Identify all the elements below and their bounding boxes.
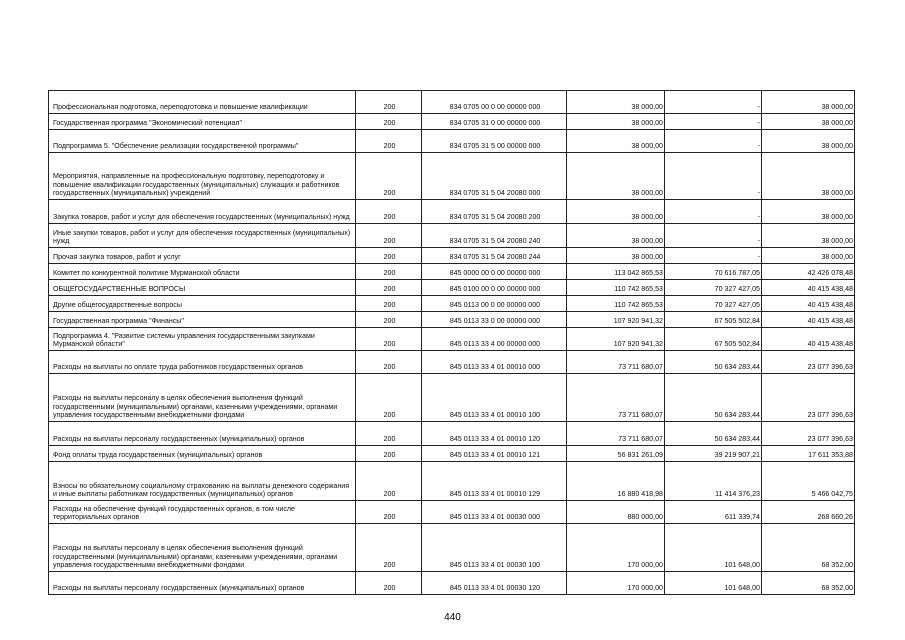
row-name: Подпрограмма 4. "Развитие системы управления государственными закупками Мурманской области": [49, 328, 356, 351]
row-amount-executed: 70 616 787,05: [665, 264, 762, 280]
row-classification-code: 845 0113 33 4 01 00010 100: [422, 374, 567, 422]
row-amount-unexecuted: 42 426 078,48: [762, 264, 855, 280]
row-amount-unexecuted: 38 000,00: [762, 224, 855, 248]
row-amount-approved: 110 742 865,53: [567, 296, 665, 312]
row-code: 200: [356, 200, 422, 224]
row-code: 200: [356, 114, 422, 130]
row-amount-unexecuted: 40 415 438,48: [762, 328, 855, 351]
table-row: [49, 114, 855, 130]
row-amount-executed: 67 505 502,84: [665, 312, 762, 328]
row-amount-approved: 38 000,00: [567, 224, 665, 248]
row-amount-approved: 113 042 865,53: [567, 264, 665, 280]
row-amount-unexecuted: 268 660,26: [762, 501, 855, 524]
row-classification-code: 845 0113 33 4 01 00010 121: [422, 446, 567, 462]
row-name: Фонд оплаты труда государственных (муниципальных) органов: [49, 446, 356, 462]
row-amount-executed: 70 327 427,05: [665, 280, 762, 296]
row-classification-code: 845 0113 33 4 01 00030 100: [422, 524, 567, 572]
row-classification-code: 845 0113 33 4 01 00010 120: [422, 422, 567, 446]
row-amount-executed: 611 339,74: [665, 501, 762, 524]
row-amount-approved: 170 000,00: [567, 572, 665, 595]
row-amount-approved: 38 000,00: [567, 91, 665, 114]
row-code: 200: [356, 248, 422, 264]
row-amount-executed: 70 327 427,05: [665, 296, 762, 312]
row-name: Подпрограмма 5. "Обеспечение реализации государственной программы": [49, 130, 356, 153]
row-code: 200: [356, 264, 422, 280]
row-name: Мероприятия, направленные на профессиональную подготовку, переподготовку и повышение квалификации государственных (муниципальных) служащих и работников государственных (муниципальных) учреждений: [49, 153, 356, 200]
row-amount-executed: 50 634 283,44: [665, 351, 762, 374]
row-amount-approved: 73 711 680,07: [567, 351, 665, 374]
row-name: Закупка товаров, работ и услуг для обеспечения государственных (муниципальных) нужд: [49, 200, 356, 224]
row-name: Расходы на выплаты персоналу в целях обеспечения выполнения функций государственными (муниципальными) органами, казенными учреждениями, органами управления государственными внебюджетными фондами: [49, 524, 356, 572]
row-amount-unexecuted: 17 611 353,88: [762, 446, 855, 462]
row-amount-unexecuted: 38 000,00: [762, 130, 855, 153]
row-amount-unexecuted: 23 077 396,63: [762, 422, 855, 446]
row-amount-unexecuted: 68 352,00: [762, 572, 855, 595]
row-code: 200: [356, 351, 422, 374]
row-code: 200: [356, 224, 422, 248]
row-amount-unexecuted: 38 000,00: [762, 114, 855, 130]
row-code: 200: [356, 462, 422, 501]
table-row: [49, 200, 855, 224]
row-name: Прочая закупка товаров, работ и услуг: [49, 248, 356, 264]
row-amount-approved: 170 000,00: [567, 524, 665, 572]
table-row: [49, 524, 855, 572]
row-code: 200: [356, 524, 422, 572]
row-name: Расходы на выплаты персоналу государственных (муниципальных) органов: [49, 422, 356, 446]
row-classification-code: 834 0705 31 0 00 00000 000: [422, 114, 567, 130]
table-row: [49, 248, 855, 264]
table-row: [49, 130, 855, 153]
table-row: [49, 153, 855, 200]
table-row: [49, 91, 855, 114]
row-classification-code: 834 0705 31 5 04 20080 244: [422, 248, 567, 264]
row-amount-executed: -: [665, 91, 762, 114]
row-code: 200: [356, 374, 422, 422]
row-code: 200: [356, 91, 422, 114]
row-classification-code: 845 0113 33 0 00 00000 000: [422, 312, 567, 328]
row-amount-executed: 101 648,00: [665, 524, 762, 572]
table-row: [49, 328, 855, 351]
row-amount-executed: -: [665, 200, 762, 224]
page-number: 440: [444, 612, 461, 623]
row-classification-code: 845 0113 33 4 01 00010 000: [422, 351, 567, 374]
table-row: [49, 462, 855, 501]
row-amount-approved: 38 000,00: [567, 248, 665, 264]
table-row: [49, 374, 855, 422]
row-amount-executed: 50 634 283,44: [665, 374, 762, 422]
row-amount-unexecuted: 38 000,00: [762, 91, 855, 114]
row-amount-executed: -: [665, 248, 762, 264]
row-name: Профессиональная подготовка, переподготовка и повышение квалификации: [49, 91, 356, 114]
row-classification-code: 845 0113 33 4 00 00000 000: [422, 328, 567, 351]
row-classification-code: 834 0705 31 5 04 20080 000: [422, 153, 567, 200]
row-name: Другие общегосударственные вопросы: [49, 296, 356, 312]
row-code: 200: [356, 312, 422, 328]
table-row: [49, 312, 855, 328]
row-classification-code: 845 0113 33 4 01 00010 129: [422, 462, 567, 501]
row-amount-unexecuted: 38 000,00: [762, 153, 855, 200]
row-amount-unexecuted: 38 000,00: [762, 248, 855, 264]
row-amount-approved: 107 920 941,32: [567, 312, 665, 328]
row-classification-code: 834 0705 31 5 04 20080 200: [422, 200, 567, 224]
row-amount-executed: -: [665, 224, 762, 248]
row-amount-unexecuted: 23 077 396,63: [762, 374, 855, 422]
row-amount-approved: 110 742 865,53: [567, 280, 665, 296]
table-row: [49, 224, 855, 248]
row-code: 200: [356, 130, 422, 153]
table-row: [49, 572, 855, 595]
row-classification-code: 845 0113 33 4 01 00030 120: [422, 572, 567, 595]
row-amount-executed: 67 505 502,84: [665, 328, 762, 351]
row-classification-code: 845 0000 00 0 00 00000 000: [422, 264, 567, 280]
row-amount-executed: 101 648,00: [665, 572, 762, 595]
budget-execution-table: [48, 90, 855, 595]
row-amount-executed: 50 634 283,44: [665, 422, 762, 446]
table-row: [49, 422, 855, 446]
row-amount-unexecuted: 38 000,00: [762, 200, 855, 224]
table-row: [49, 280, 855, 296]
row-amount-unexecuted: 40 415 438,48: [762, 296, 855, 312]
row-classification-code: 845 0113 33 4 01 00030 000: [422, 501, 567, 524]
row-amount-executed: -: [665, 153, 762, 200]
row-amount-approved: 38 000,00: [567, 200, 665, 224]
row-amount-approved: 73 711 680,07: [567, 374, 665, 422]
row-code: 200: [356, 328, 422, 351]
table-row: [49, 264, 855, 280]
row-amount-approved: 107 920 941,32: [567, 328, 665, 351]
row-amount-approved: 38 000,00: [567, 153, 665, 200]
row-amount-unexecuted: 40 415 438,48: [762, 312, 855, 328]
row-amount-executed: 11 414 376,23: [665, 462, 762, 501]
row-classification-code: 834 0705 31 5 04 20080 240: [422, 224, 567, 248]
row-code: 200: [356, 501, 422, 524]
row-name: Комитет по конкурентной политике Мурманской области: [49, 264, 356, 280]
row-name: Государственная программа "Экономический потенциал": [49, 114, 356, 130]
row-amount-executed: -: [665, 114, 762, 130]
row-code: 200: [356, 280, 422, 296]
row-name: Взносы по обязательному социальному страхованию на выплаты денежного содержания и иные выплаты работникам государственных (муниципальных) органов: [49, 462, 356, 501]
row-amount-executed: 39 219 907,21: [665, 446, 762, 462]
row-amount-approved: 38 000,00: [567, 114, 665, 130]
row-name: Иные закупки товаров, работ и услуг для обеспечения государственных (муниципальных) нужд: [49, 224, 356, 248]
row-classification-code: 845 0113 00 0 00 00000 000: [422, 296, 567, 312]
row-amount-unexecuted: 68 352,00: [762, 524, 855, 572]
row-classification-code: 834 0705 31 5 00 00000 000: [422, 130, 567, 153]
table-row: [49, 351, 855, 374]
row-name: Расходы на обеспечение функций государственных органов, в том числе территориальных органов: [49, 501, 356, 524]
row-name: Расходы на выплаты персоналу государственных (муниципальных) органов: [49, 572, 356, 595]
row-code: 200: [356, 572, 422, 595]
row-amount-approved: 56 831 261,09: [567, 446, 665, 462]
row-amount-unexecuted: 5 466 042,75: [762, 462, 855, 501]
table-row: [49, 501, 855, 524]
table-row: [49, 296, 855, 312]
table-row: [49, 446, 855, 462]
row-amount-executed: -: [665, 130, 762, 153]
row-code: 200: [356, 153, 422, 200]
row-name: Государственная программа "Финансы": [49, 312, 356, 328]
row-amount-approved: 38 000,00: [567, 130, 665, 153]
row-code: 200: [356, 296, 422, 312]
row-classification-code: 845 0100 00 0 00 00000 000: [422, 280, 567, 296]
row-name: Расходы на выплаты персоналу в целях обеспечения выполнения функций государственными (муниципальными) органами, казенными учреждениями, органами управления государственными внебюджетными фондами: [49, 374, 356, 422]
row-amount-unexecuted: 40 415 438,48: [762, 280, 855, 296]
row-amount-unexecuted: 23 077 396,63: [762, 351, 855, 374]
row-amount-approved: 16 880 418,98: [567, 462, 665, 501]
row-amount-approved: 880 000,00: [567, 501, 665, 524]
row-amount-approved: 73 711 680,07: [567, 422, 665, 446]
row-name: Расходы на выплаты по оплате труда работников государственных органов: [49, 351, 356, 374]
row-code: 200: [356, 446, 422, 462]
row-name: ОБЩЕГОСУДАРСТВЕННЫЕ ВОПРОСЫ: [49, 280, 356, 296]
row-code: 200: [356, 422, 422, 446]
row-classification-code: 834 0705 00 0 00 00000 000: [422, 91, 567, 114]
